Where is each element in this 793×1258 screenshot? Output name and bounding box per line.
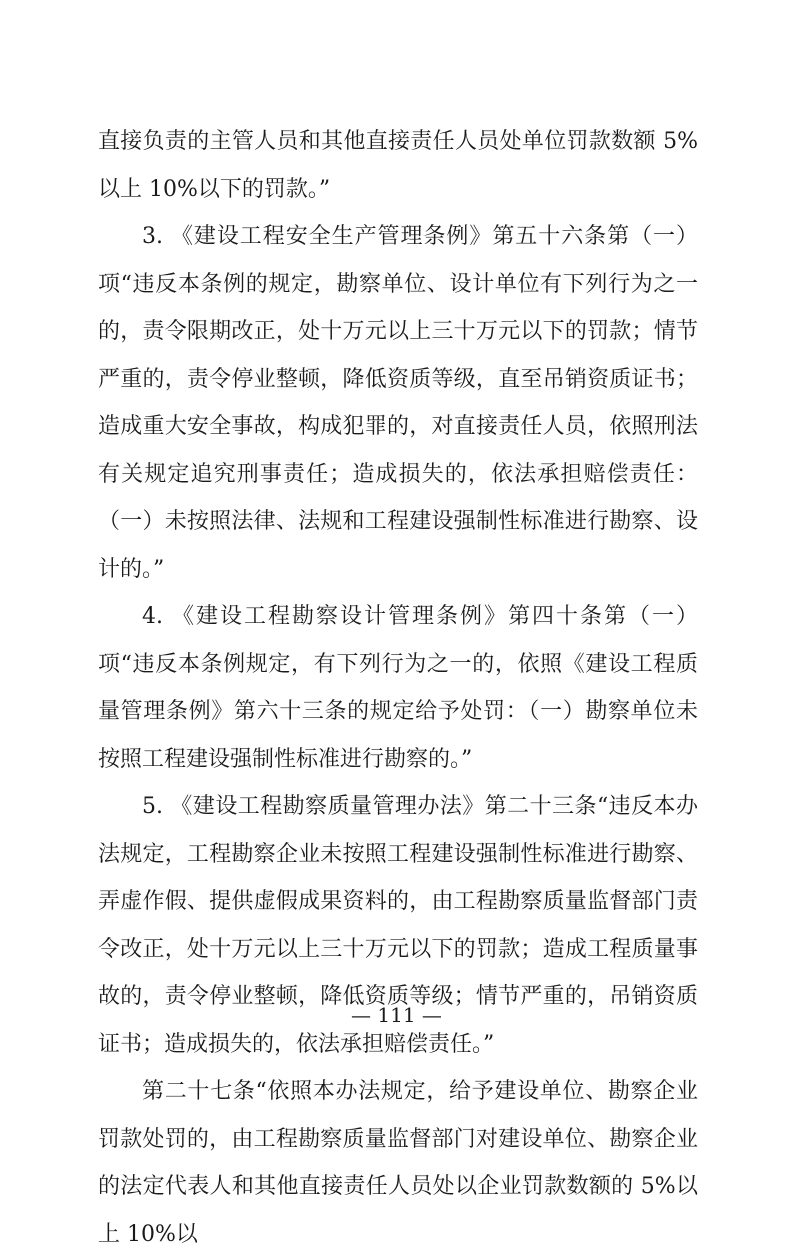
paragraph-item-3: 3. 《建设工程安全生产管理条例》第五十六条第（一）项“违反本条例的规定，勘察单位、设计单位有下列行为之一的，责令限期改正，处十万元以上三十万元以下的罚款；情节严重的，责令停业整顿，降低资质等级，直至吊销资质证书；造成重大安全事故，构成犯罪的，对直接责任人员，依照刑法有关规定追究刑事责任；造成损失的，依法承担赔偿责任：（一）未按照法律、法规和工程建设强制性标准进行勘察、设计的。” bbox=[98, 224, 698, 582]
page-number: — 111 — bbox=[351, 1003, 442, 1027]
paragraph-article-27: 第二十七条“依照本办法规定，给予建设单位、勘察企业罚款处罚的，由工程勘察质量监督部门对建设单位、勘察企业的法定代表人和其他直接责任人员处以企业罚款数额的 5%以上 10%以 bbox=[98, 1079, 698, 1247]
paragraph-continuation: 直接负责的主管人员和其他直接责任人员处单位罚款数额 5%以上 10%以下的罚款。” bbox=[98, 129, 698, 202]
paragraph-item-4: 4. 《建设工程勘察设计管理条例》第四十条第（一）项“违反本条例规定，有下列行为之一的，依照《建设工程质量管理条例》第六十三条的规定给予处罚：（一）勘察单位未按照工程建设强制性标准进行勘察的。” bbox=[98, 604, 698, 772]
paragraph-item-5: 5. 《建设工程勘察质量管理办法》第二十三条“违反本办法规定，工程勘察企业未按照工程建设强制性标准进行勘察、弄虚作假、提供虚假成果资料的，由工程勘察质量监督部门责令改正，处十万元以上三十万元以下的罚款；造成工程质量事故的，责令停业整顿，降低资质等级；情节严重的，吊销资质证书；造成损失的，依法承担赔偿责任。” bbox=[98, 794, 698, 1057]
body-text bbox=[98, 118, 698, 1258]
